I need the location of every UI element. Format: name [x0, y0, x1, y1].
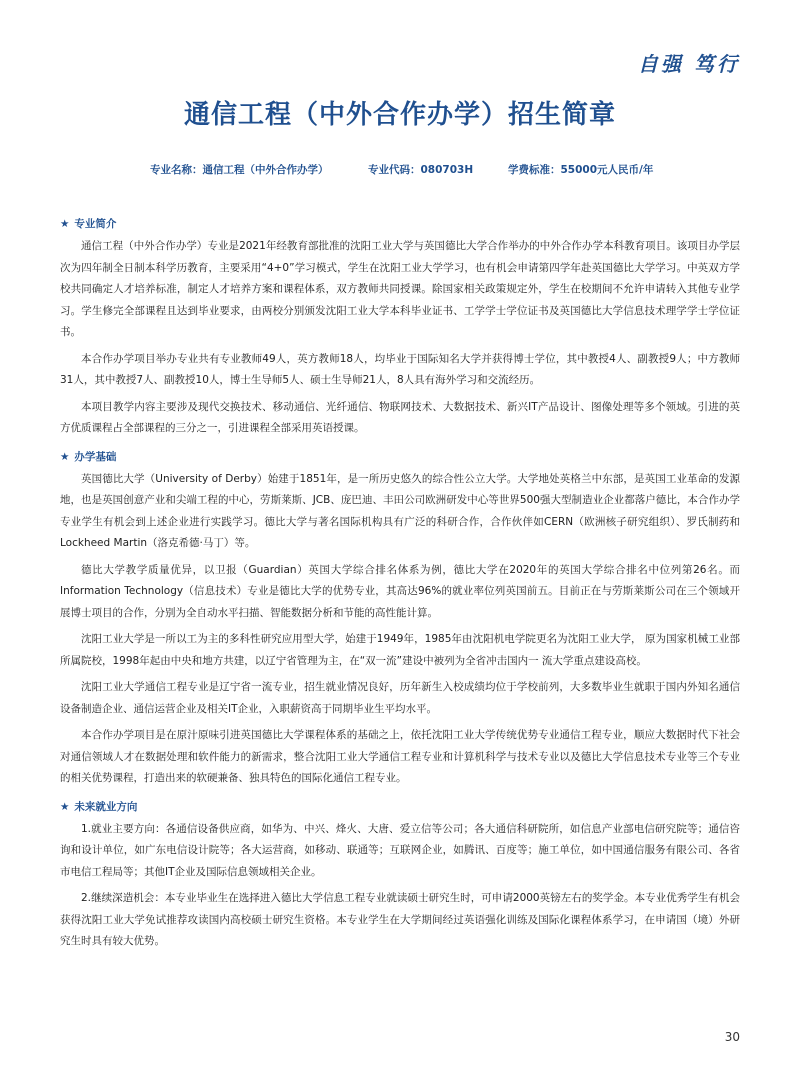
section-heading-intro: [60, 212, 740, 236]
page-number: 30: [724, 1030, 740, 1044]
star-icon: ★: [60, 450, 70, 463]
section-heading-label: 专业简介: [74, 218, 117, 230]
section-heading-label: 未来就业方向: [74, 800, 138, 813]
star-icon: ★: [60, 218, 70, 230]
paragraph: 沈阳工业大学通信工程专业是辽宁省一流专业，招生就业情况良好，历年新生入校成绩均位于学校前列，大多数毕业生就职于国内外知名通信设备制造企业、通信运营企业及相关IT企业，入职薪资高于同期毕业生平均水平。: [60, 681, 740, 715]
paragraph: 通信工程（中外合作办学）专业是2021年经教育部批准的沈阳工业大学与英国德比大学合作举办的中外合作办学本科教育项目。该项目办学层次为四年制全日制本科学历教育，主要采用“4+0”学习模式，学生在沈阳工业大学学习，也有机会申请第四学年赴英国德比大学学习。中英双方学校共同确定人才培养标准，制定人才培养方案和课程体系，双方教师共同授课。除国家相关政策规定外，学生在校期间不允许申请转入其他专业学习。学生修完全部课程且达到毕业要求，由两校分别颁发沈阳工业大学本科毕业证书、工学学士学位证书及英国德比大学信息技术理学学士学位证书。: [60, 240, 740, 338]
paragraph: 本项目教学内容主要涉及现代交换技术、移动通信、光纤通信、物联网技术、大数据技术、新兴IT产品设计、图像处理等多个领域。引进的英方优质课程占全部课程的三分之一，引进课程全部采用英语授课。: [60, 400, 740, 434]
paragraph: 沈阳工业大学是一所以工为主的多科性研究应用型大学，始建于1949年，1985年由沈阳机电学院更名为沈阳工业大学， 原为国家机械工业部所属院校，1998年起由中央和地方共建，以辽宁省管理为主，在“双一流”建设中被列为全省冲击国内一 流大学重点建设高校。: [60, 633, 740, 667]
section-heading-label: 办学基础: [74, 450, 117, 463]
paragraph: 德比大学教学质量优异，以卫报（Guardian）英国大学综合排名体系为例，德比大学在2020年的英国大学综合排名中位列第26名。而Information Technology（信息技术）专业是德比大学的优势专业，其高达96%的就业率位列英国前五。目前正在与劳斯莱斯公司在三个领域开展博士项目的合作，分别为全自动水平扫描、智能数据分析和节能的高性能计算。: [60, 563, 740, 619]
section-heading-foundation: [60, 445, 740, 469]
calligraphy-motto: 自强 笃行: [638, 52, 740, 76]
paragraph: 本合作办学项目举办专业共有专业教师49人，英方教师18人，均毕业于国际知名大学并获得博士学位，其中教授4人、副教授9人；中方教师31人，其中教授7人、副教授10人，博士生导师5人、硕士生导师21人，8人具有海外学习和交流经历。: [60, 352, 740, 386]
paragraph: 本合作办学项目是在原汁原味引进英国德比大学课程体系的基础之上，依托沈阳工业大学传统优势专业通信工程专业，顺应大数据时代下社会对通信领域人才在数据处理和软件能力的新需求，整合沈阳工业大学通信工程专业和计算机科学与技术专业以及德比大学信息技术专业等三个专业的相关优势课程，打造出来的软硬兼备、独具特色的国际化通信工程专业。: [60, 729, 740, 784]
paragraph: 2.继续深造机会：本专业毕业生在选择进入德比大学信息工程专业就读硕士研究生时，可申请2000英镑左右的奖学金。本专业优秀学生有机会获得沈阳工业大学免试推荐攻读国内高校硕士研究生资格。本专业学生在大学期间经过英语强化训练及国际化课程体系学习，在申请国（境）外研究生时具有较大优势。: [60, 892, 740, 947]
tuition-standard: 学费标准：55000元人民币/年: [508, 164, 654, 176]
major-code: 专业代码：080703H: [368, 164, 474, 176]
paragraph: 1.就业主要方向：各通信设备供应商，如华为、中兴、烽火、大唐、爱立信等公司；各大通信科研院所，如信息产业部电信研究院等；通信咨询和设计单位，如广东电信设计院等；各大运营商，如移动、联通等；互联网企业，如腾讯、百度等；施工单位，如中国通信服务有限公司、各省市电信工程局等；其他IT企业及国际信息领域相关企业。: [60, 822, 740, 878]
major-name: 专业名称：通信工程（中外合作办学）: [150, 164, 329, 176]
page-title: 通信工程（中外合作办学）招生简章: [183, 100, 616, 130]
section-heading-career: [60, 795, 740, 819]
star-icon: ★: [60, 800, 70, 813]
document-body: [60, 212, 740, 958]
paragraph: 英国德比大学（University of Derby）始建于1851年，是一所历史悠久的综合性公立大学。大学地处英格兰中东部，是英国工业革命的发源地，也是英国创意产业和尖端工程的中心，劳斯莱斯、JCB、庞巴迪、丰田公司欧洲研发中心等世界500强大型制造业企业都落户德比，本合作办学专业学生有机会到上述企业进行实践学习。德比大学与著名国际机构具有广泛的科研合作，合作伙伴如CERN（欧洲核子研究组织）、罗氏制药和Lockheed Martin（洛克希德·马丁）等。: [60, 472, 740, 549]
